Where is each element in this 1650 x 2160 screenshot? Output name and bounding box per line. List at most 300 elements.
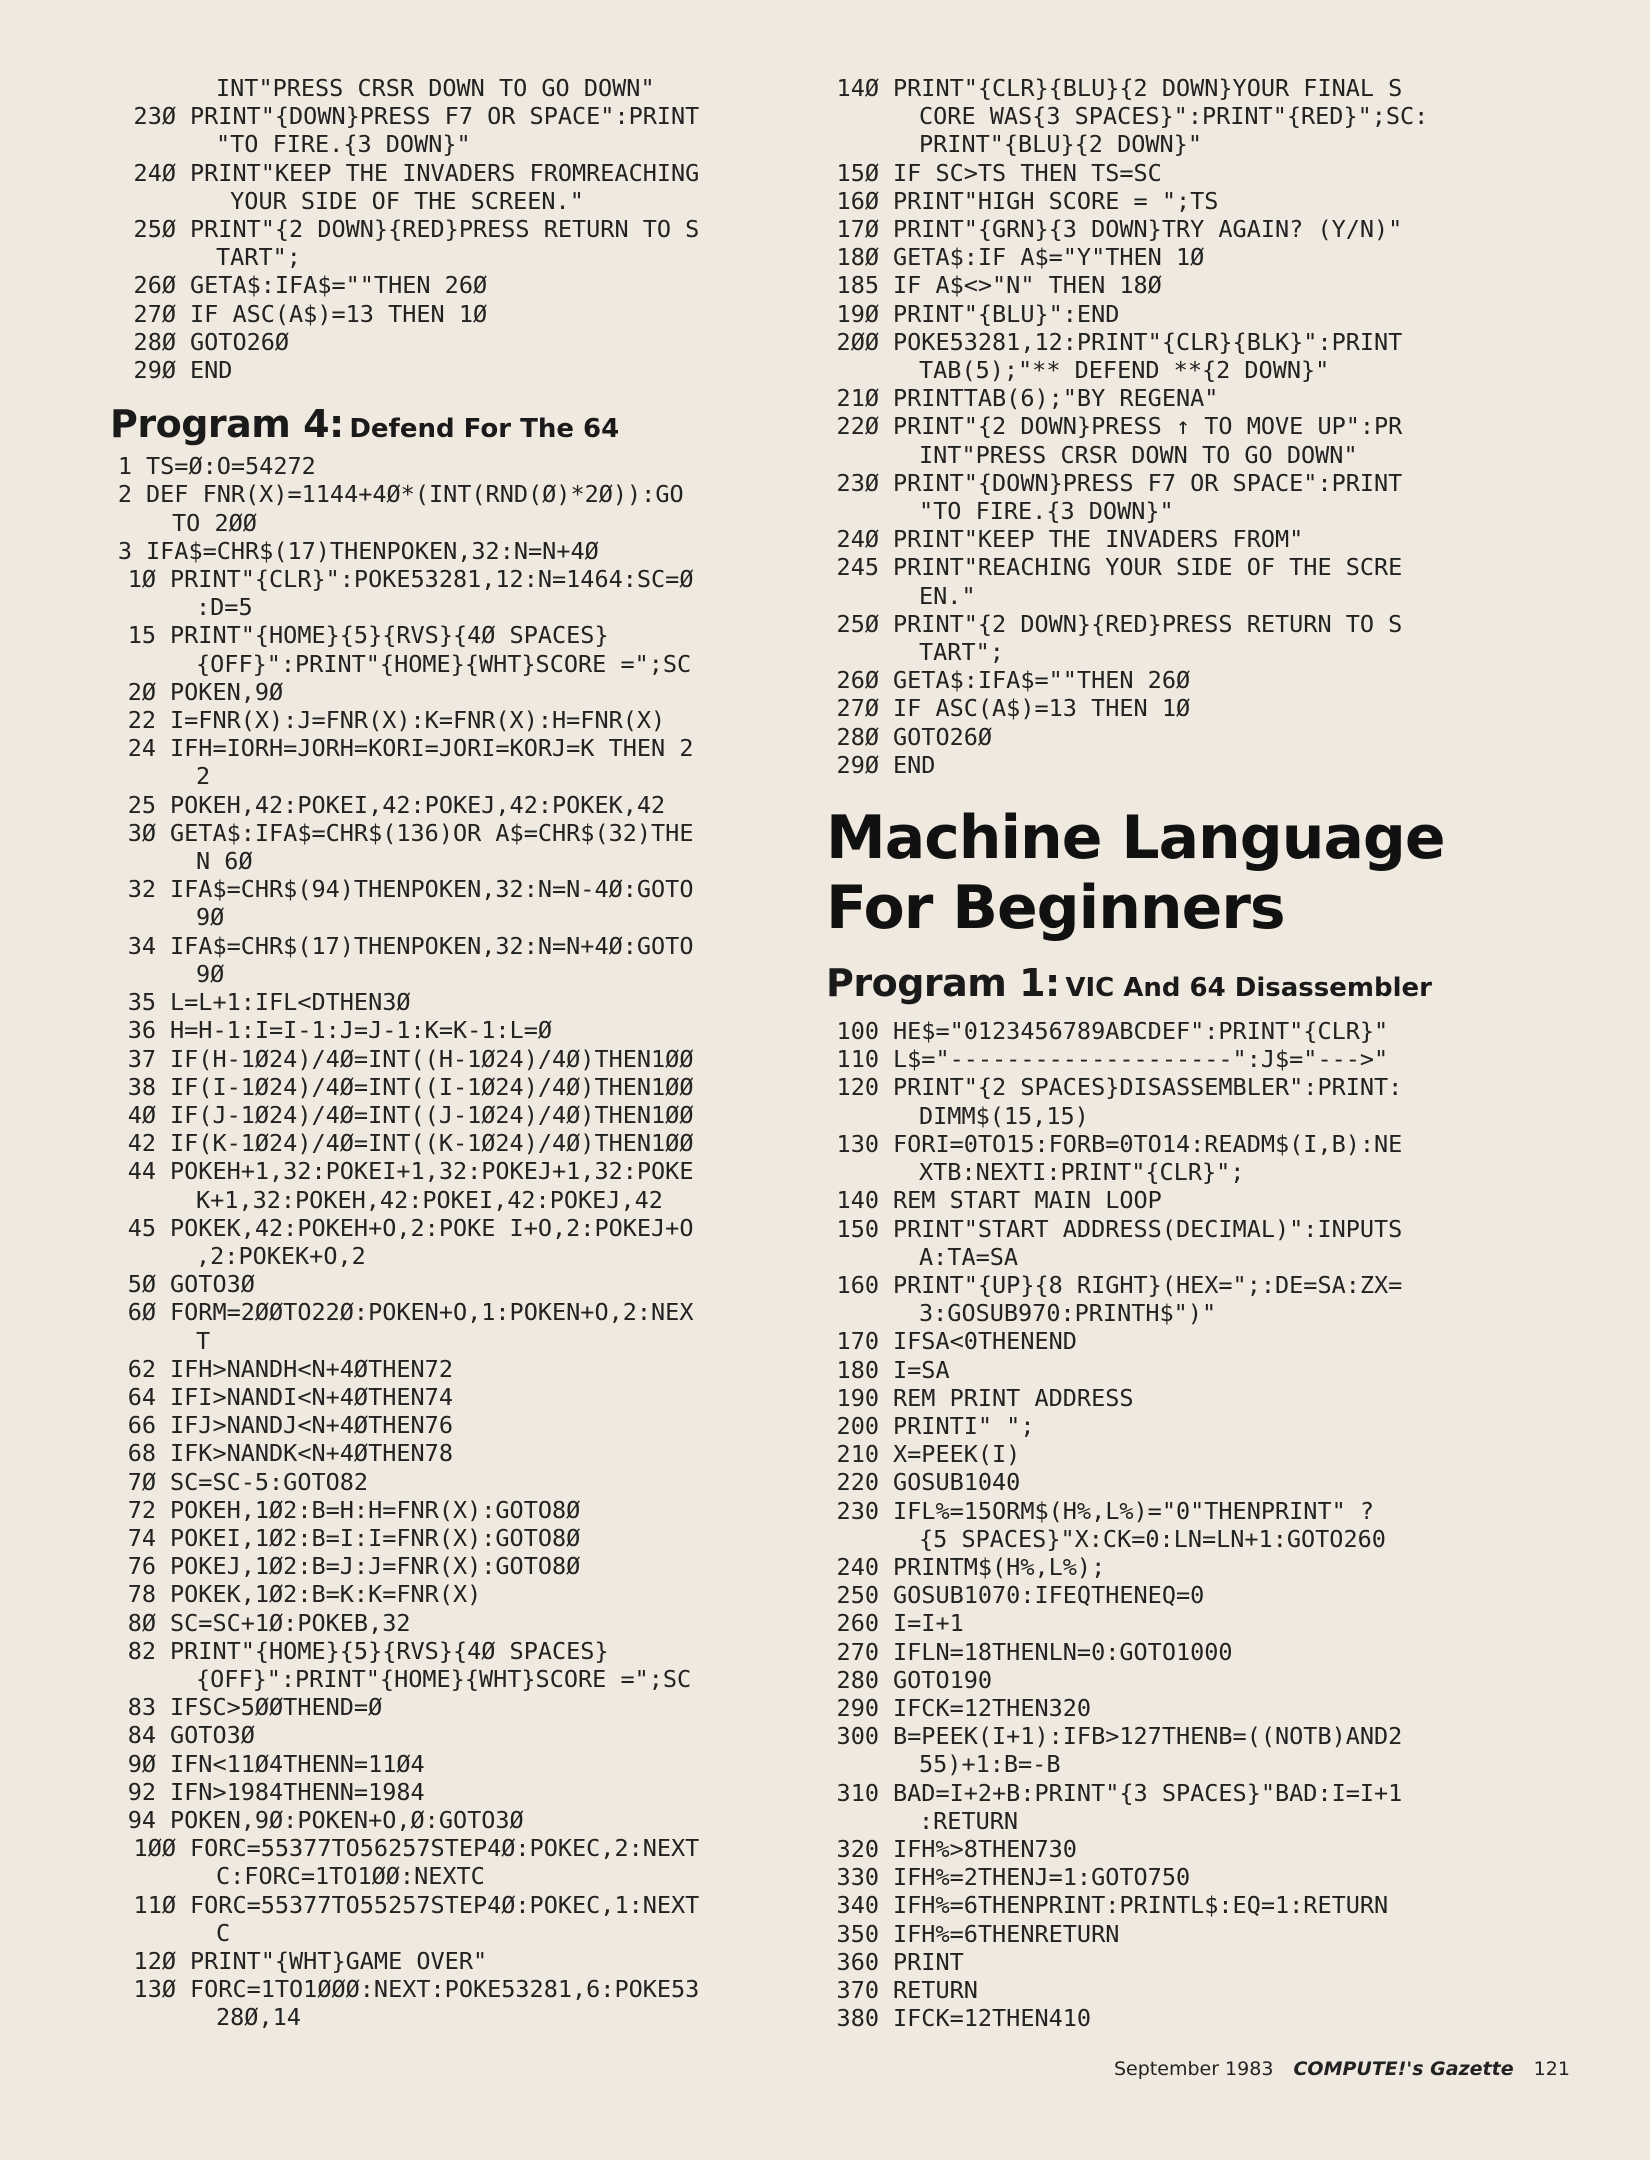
code-line (826, 2004, 1531, 2032)
code-line (110, 1721, 810, 1749)
code-line (110, 1186, 810, 1214)
footer-date: September 1983 (1114, 2058, 1274, 2080)
code-line (110, 1327, 810, 1355)
line-number: 92 (127, 1777, 156, 1806)
code-line (826, 1045, 1531, 1073)
line-number: 2ØØ (836, 327, 879, 356)
code-text: INT"PRESS CRSR DOWN TO GO DOWN" (216, 74, 655, 102)
line-number: 45 (127, 1213, 156, 1242)
code-text: HE$="0123456789ABCDEF":PRINT"{CLR}" (893, 1017, 1389, 1046)
line-number: 270 (836, 1637, 879, 1666)
code-line (826, 1412, 1531, 1440)
line-number: 24 (127, 734, 156, 763)
code-text: TAB(5);"** DEFEND **{2 DOWN}" (919, 356, 1330, 385)
line-number (110, 847, 170, 875)
code-line (826, 1835, 1531, 1863)
code-text: IF A$<>"N" THEN 18Ø (893, 271, 1162, 300)
code-line (826, 1186, 1531, 1214)
code-line (826, 1553, 1531, 1581)
line-number: 72 (127, 1495, 156, 1524)
code-text: IFH%>8THEN730 (893, 1834, 1077, 1863)
code-text: YOUR SIDE OF THE SCREEN." (216, 186, 584, 215)
line-number (826, 356, 893, 384)
left-column (110, 74, 810, 2032)
line-number: 24Ø (836, 525, 879, 554)
code-text: IFH%=2THENJ=1:GOTO750 (893, 1863, 1191, 1892)
code-line (110, 328, 810, 356)
code-text: IFH=IORH=JORH=KORI=JORI=KORJ=K THEN 2 (170, 734, 694, 763)
code-line (110, 2003, 810, 2031)
program-1-heading (826, 961, 1531, 1005)
code-text: POKEK,1Ø2:B=K:K=FNR(X) (170, 1580, 482, 1609)
code-line (826, 666, 1531, 694)
line-number: 120 (836, 1073, 879, 1102)
line-number: 25Ø (836, 609, 879, 638)
code-line (110, 819, 810, 847)
line-number: 26Ø (836, 666, 879, 695)
code-text: GETA$:IFA$=""THEN 26Ø (893, 666, 1191, 695)
line-number: 64 (127, 1382, 156, 1411)
code-text: PRINT"{DOWN}PRESS F7 OR SPACE":PRINT (190, 102, 700, 131)
code-text: IFSC>5ØØTHEND=Ø (170, 1693, 383, 1722)
line-number: 220 (836, 1468, 879, 1497)
code-line (110, 187, 810, 215)
code-text: IF(K-1Ø24)/4Ø=INT((K-1Ø24)/4Ø)THEN1ØØ (170, 1129, 694, 1158)
line-number: 2 (117, 480, 132, 509)
code-text: IFH>NANDH<N+4ØTHEN72 (170, 1354, 453, 1383)
code-line (826, 300, 1531, 328)
code-line (826, 497, 1531, 525)
line-number (826, 1807, 893, 1835)
line-number: 5Ø (127, 1270, 156, 1299)
code-line (826, 1243, 1531, 1271)
line-number: 74 (127, 1523, 156, 1552)
line-number: 350 (836, 1919, 879, 1948)
code-line (826, 751, 1531, 779)
code-line (826, 159, 1531, 187)
code-text: 9Ø (196, 903, 225, 932)
line-number: 320 (836, 1834, 879, 1863)
code-text: IFN>1984THENN=1984 (170, 1777, 425, 1806)
line-number (826, 1299, 893, 1327)
line-number (826, 441, 893, 469)
code-text: IFA$=CHR$(17)THENPOKEN,32:N=N+4Ø:GOTO (170, 931, 694, 960)
code-line (110, 159, 810, 187)
code-line (826, 412, 1531, 440)
code-line (110, 903, 810, 931)
code-line (826, 553, 1531, 581)
code-line (110, 1383, 810, 1411)
code-line (826, 271, 1531, 299)
code-line (110, 1806, 810, 1834)
code-line (826, 441, 1531, 469)
code-text: PRINTI" "; (893, 1411, 1035, 1440)
line-number: 82 (127, 1636, 156, 1665)
code-line (826, 384, 1531, 412)
line-number: 25 (127, 790, 156, 819)
line-number: 24Ø (133, 158, 176, 187)
code-text: BAD=I+2+B:PRINT"{3 SPACES}"BAD:I=I+1 (893, 1778, 1403, 1807)
code-line (826, 215, 1531, 243)
code-text: GOTO190 (893, 1665, 993, 1694)
line-number: 4Ø (127, 1100, 156, 1129)
line-number: 9Ø (127, 1749, 156, 1778)
code-text: GETA$:IF A$="Y"THEN 1Ø (893, 243, 1205, 272)
line-number (110, 903, 170, 931)
line-number: 66 (127, 1411, 156, 1440)
code-text: IF SC>TS THEN TS=SC (893, 158, 1162, 187)
code-text: EN." (919, 581, 976, 610)
code-text: PRINT"{UP}{8 RIGHT}(HEX=";:DE=SA:ZX= (893, 1270, 1403, 1299)
line-number: 280 (836, 1665, 879, 1694)
code-line (110, 243, 810, 271)
code-line (110, 1016, 810, 1044)
page-footer (1114, 2058, 1570, 2080)
code-line (110, 1439, 810, 1467)
program-4-subtitle: Defend For The 64 (349, 414, 620, 445)
code-text: C:FORC=1TO1ØØ:NEXTC (216, 1862, 485, 1891)
code-line (110, 988, 810, 1016)
code-line (826, 1271, 1531, 1299)
listing-continuation (110, 74, 810, 384)
code-text: "TO FIRE.{3 DOWN}" (216, 130, 471, 159)
line-number (826, 102, 893, 130)
code-line (826, 1327, 1531, 1355)
code-text: SC=SC+1Ø:POKEB,32 (170, 1608, 411, 1637)
line-number: 290 (836, 1693, 879, 1722)
program-4-listing-part2 (110, 565, 810, 1834)
line-number (110, 1862, 190, 1890)
code-line (826, 1440, 1531, 1468)
line-number: 32 (127, 875, 156, 904)
code-text: TO 2ØØ (172, 508, 257, 537)
code-line (110, 791, 810, 819)
code-line (826, 1102, 1531, 1130)
code-line (826, 1891, 1531, 1919)
code-text: {5 SPACES}"X:CK=0:LN=LN+1:GOTO260 (919, 1524, 1386, 1553)
code-line (826, 1666, 1531, 1694)
code-text: IFK>NANDK<N+4ØTHEN78 (170, 1439, 453, 1468)
code-text: FORC=55377TO55257STEP4Ø:POKEC,1:NEXT (190, 1890, 700, 1919)
code-line (110, 1045, 810, 1073)
line-number: 360 (836, 1947, 879, 1976)
line-number: 3 (117, 536, 132, 565)
code-line (110, 1524, 810, 1552)
line-number (110, 960, 170, 988)
code-text: IFJ>NANDJ<N+4ØTHEN76 (170, 1411, 453, 1440)
line-number: 28Ø (133, 327, 176, 356)
code-line (110, 678, 810, 706)
code-text: TART"; (919, 638, 1004, 667)
code-text: IFA$=CHR$(94)THENPOKEN,32:N=N-4Ø:GOTO (170, 875, 694, 904)
code-line (826, 102, 1531, 130)
line-number: 15 (127, 621, 156, 650)
code-line (826, 1130, 1531, 1158)
code-line (110, 1552, 810, 1580)
code-line (826, 1976, 1531, 2004)
code-line (110, 1693, 810, 1721)
code-text: XTB:NEXTI:PRINT"{CLR}"; (919, 1158, 1245, 1187)
line-number: 17Ø (836, 215, 879, 244)
line-number: 26Ø (133, 271, 176, 300)
code-text: RETURN (893, 1975, 978, 2004)
code-text: PRINT"KEEP THE INVADERS FROMREACHING (190, 158, 700, 187)
code-text: PRINT"HIGH SCORE = ";TS (893, 186, 1219, 215)
code-text: PRINT"START ADDRESS(DECIMAL)":INPUTS (893, 1214, 1403, 1243)
article-title-line-2: For Beginners (826, 873, 1285, 944)
code-text: FORM=2ØØTO22Ø:POKEN+O,1:POKEN+O,2:NEX (170, 1298, 694, 1327)
code-text: IF(I-1Ø24)/4Ø=INT((I-1Ø24)/4Ø)THEN1ØØ (170, 1072, 694, 1101)
article-title-line-1: Machine Language (826, 803, 1445, 874)
code-line (826, 1750, 1531, 1778)
code-text: X=PEEK(I) (893, 1440, 1021, 1469)
code-line (826, 610, 1531, 638)
line-number: 170 (836, 1327, 879, 1356)
code-text: IFA$=CHR$(17)THENPOKEN,32:N=N+4Ø (146, 536, 599, 565)
line-number: 28Ø (836, 722, 879, 751)
code-line (826, 638, 1531, 666)
code-text: POKEN,9Ø:POKEN+O,Ø:GOTO3Ø (170, 1805, 524, 1834)
code-text: POKEJ,1Ø2:B=J:J=FNR(X):GOTO8Ø (170, 1552, 581, 1581)
line-number: 15Ø (836, 158, 879, 187)
code-line (826, 243, 1531, 271)
line-number: 18Ø (836, 243, 879, 272)
code-text: PRINT"{BLU}{2 DOWN}" (919, 130, 1202, 159)
line-number (110, 762, 170, 790)
code-line (110, 74, 810, 102)
program-1-label: Program 1: (826, 961, 1060, 1006)
code-text: GOTO26Ø (190, 327, 290, 356)
article-title (826, 803, 1531, 943)
code-text: K+1,32:POKEH,42:POKEI,42:POKEJ,42 (196, 1185, 663, 1214)
code-text: CORE WAS{3 SPACES}":PRINT"{RED}";SC: (919, 102, 1429, 131)
code-text: REM START MAIN LOOP (893, 1186, 1162, 1215)
code-text: {OFF}":PRINT"{HOME}{WHT}SCORE =";SC (196, 649, 692, 678)
code-text: B=PEEK(I+1):IFB>127THENB=((NOTB)AND2 (893, 1722, 1403, 1751)
code-line (826, 130, 1531, 158)
code-line (826, 1073, 1531, 1101)
code-line (110, 537, 810, 565)
code-text: T (196, 1326, 211, 1355)
line-number: 340 (836, 1891, 879, 1920)
code-text: PRINTM$(H%,L%); (893, 1552, 1106, 1581)
code-line (110, 509, 810, 537)
code-text: POKEI,1Ø2:B=I:I=FNR(X):GOTO8Ø (170, 1523, 581, 1552)
line-number: 1 (117, 452, 132, 481)
code-text: I=I+1 (893, 1609, 964, 1638)
line-number: 1Ø (127, 565, 156, 594)
code-line (826, 1497, 1531, 1525)
line-number (110, 509, 146, 537)
code-text: PRINT"{BLU}":END (893, 299, 1120, 328)
program-4-listing-part1 (110, 452, 810, 565)
code-text: PRINTTAB(6);"BY REGENA" (893, 384, 1219, 413)
code-line (110, 356, 810, 384)
code-text: C (216, 1918, 231, 1947)
code-line (110, 1496, 810, 1524)
code-text: PRINT"{CLR}":POKE53281,12:N=1464:SC=Ø (170, 565, 694, 594)
code-line (110, 1975, 810, 2003)
code-text: FORC=1TO1ØØØ:NEXT:POKE53281,6:POKE53 (190, 1975, 700, 2004)
code-line (110, 1947, 810, 1975)
line-number: 330 (836, 1863, 879, 1892)
code-text: INT"PRESS CRSR DOWN TO GO DOWN" (919, 440, 1358, 469)
line-number: 36 (127, 1016, 156, 1045)
line-number: 240 (836, 1552, 879, 1581)
code-line (110, 1242, 810, 1270)
code-text: POKEH,1Ø2:B=H:H=FNR(X):GOTO8Ø (170, 1495, 581, 1524)
code-line (826, 1525, 1531, 1553)
line-number (110, 130, 190, 158)
code-line (110, 1468, 810, 1496)
code-text: GETA$:IFA$=CHR$(136)OR A$=CHR$(32)THE (170, 818, 694, 847)
page-number: 121 (1533, 2058, 1570, 2080)
code-line (826, 1609, 1531, 1637)
line-number: 84 (127, 1721, 156, 1750)
line-number (110, 243, 190, 271)
code-line (110, 565, 810, 593)
code-line (110, 1411, 810, 1439)
code-text: ,2:POKEK+O,2 (196, 1241, 366, 1270)
code-text: H=H-1:I=I-1:J=J-1:K=K-1:L=Ø (170, 1016, 553, 1045)
code-line (110, 1355, 810, 1383)
line-number (826, 1102, 893, 1130)
line-number: 34 (127, 931, 156, 960)
code-line (826, 1920, 1531, 1948)
code-line (110, 875, 810, 903)
code-text: IFH%=6THENPRINT:PRINTL$:EQ=1:RETURN (893, 1891, 1389, 1920)
program-1-subtitle: VIC And 64 Disassembler (1065, 973, 1432, 1004)
code-line (110, 1778, 810, 1806)
line-number: 2Ø (127, 677, 156, 706)
program-4-listing-part3 (110, 1834, 810, 2031)
code-line (826, 1384, 1531, 1412)
code-text: POKEN,9Ø (170, 677, 284, 706)
line-number (110, 187, 190, 215)
code-line (110, 480, 810, 508)
code-text: FORI=0TO15:FORB=0TO14:READM$(I,B):NE (893, 1129, 1403, 1158)
code-line (110, 1891, 810, 1919)
line-number: 6Ø (127, 1298, 156, 1327)
line-number: 250 (836, 1581, 879, 1610)
code-line (110, 102, 810, 130)
code-line (110, 215, 810, 243)
code-line (826, 1779, 1531, 1807)
code-text: PRINT"{2 DOWN}{RED}PRESS RETURN TO S (190, 215, 700, 244)
line-number: 310 (836, 1778, 879, 1807)
line-number: 44 (127, 1157, 156, 1186)
program-1-listing (826, 1017, 1531, 2032)
code-line (110, 1214, 810, 1242)
code-text: PRINT"{2 DOWN}PRESS ↑ TO MOVE UP":PR (893, 412, 1403, 441)
code-line (110, 271, 810, 299)
code-line (110, 1609, 810, 1637)
code-text: I=FNR(X):J=FNR(X):K=FNR(X):H=FNR(X) (170, 706, 666, 735)
code-text: PRINT"{GRN}{3 DOWN}TRY AGAIN? (Y/N)" (893, 215, 1403, 244)
line-number (110, 1327, 170, 1355)
code-line (110, 762, 810, 790)
code-text: "TO FIRE.{3 DOWN}" (919, 497, 1174, 526)
code-text: PRINT"{HOME}{5}{RVS}{4Ø SPACES} (170, 1636, 609, 1665)
code-text: {OFF}":PRINT"{HOME}{WHT}SCORE =";SC (196, 1664, 692, 1693)
code-line (826, 525, 1531, 553)
code-line (826, 582, 1531, 610)
code-line (826, 1807, 1531, 1835)
code-line (110, 1298, 810, 1326)
code-text: IFLN=18THENLN=0:GOTO1000 (893, 1637, 1233, 1666)
code-text: POKE53281,12:PRINT"{CLR}{BLK}":PRINT (893, 327, 1403, 356)
line-number: 42 (127, 1129, 156, 1158)
line-number: 200 (836, 1411, 879, 1440)
line-number: 12Ø (133, 1947, 176, 1975)
line-number: 38 (127, 1072, 156, 1101)
code-text: 2 (196, 762, 211, 791)
code-text: N 6Ø (196, 847, 253, 876)
code-text: :D=5 (196, 593, 253, 622)
line-number: 260 (836, 1609, 879, 1638)
line-number (110, 74, 190, 102)
line-number: 29Ø (836, 750, 879, 779)
code-line (110, 1665, 810, 1693)
line-number: 180 (836, 1355, 879, 1384)
code-line (110, 650, 810, 678)
code-text: L=L+1:IFL<DTHEN3Ø (170, 988, 411, 1017)
line-number (826, 1525, 893, 1553)
code-line (110, 847, 810, 875)
code-text: IFN<11Ø4THENN=11Ø4 (170, 1749, 425, 1778)
code-text: IFH%=6THENRETURN (893, 1919, 1120, 1948)
line-number: 23Ø (133, 102, 176, 131)
right-column (826, 74, 1531, 2032)
line-number (110, 1919, 190, 1947)
code-text: GOSUB1040 (893, 1468, 1021, 1497)
code-text: END (893, 750, 936, 779)
code-text: GOTO3Ø (170, 1721, 255, 1750)
code-line (110, 300, 810, 328)
line-number (826, 130, 893, 158)
code-text: 28Ø,14 (216, 2003, 301, 2032)
line-number: 23Ø (836, 468, 879, 497)
code-line (826, 1722, 1531, 1750)
code-text: A:TA=SA (919, 1242, 1019, 1271)
code-text: POKEK,42:POKEH+O,2:POKE I+O,2:POKEJ+O (170, 1213, 694, 1242)
line-number: 22Ø (836, 412, 879, 441)
code-text: IFL%=15ORM$(H%,L%)="0"THENPRINT" ? (893, 1496, 1375, 1525)
line-number: 27Ø (836, 694, 879, 723)
line-number: 62 (127, 1354, 156, 1383)
line-number (826, 1750, 893, 1778)
code-line (110, 1073, 810, 1101)
line-number: 130 (836, 1129, 879, 1158)
line-number (826, 638, 893, 666)
code-line (826, 1299, 1531, 1327)
line-number: 380 (836, 2004, 879, 2033)
code-line (110, 734, 810, 762)
line-number: 245 (836, 553, 879, 582)
code-line (110, 130, 810, 158)
code-text: PRINT"REACHING YOUR SIDE OF THE SCRE (893, 553, 1403, 582)
line-number: 21Ø (836, 384, 879, 413)
code-line (826, 469, 1531, 497)
code-text: PRINT"{2 DOWN}{RED}PRESS RETURN TO S (893, 609, 1403, 638)
code-line (110, 1129, 810, 1157)
code-text: :RETURN (919, 1806, 1019, 1835)
code-text: IFCK=12THEN320 (893, 1693, 1092, 1722)
code-line (110, 1157, 810, 1185)
line-number (110, 650, 170, 678)
code-line (110, 1750, 810, 1778)
code-text: TART"; (216, 243, 301, 272)
